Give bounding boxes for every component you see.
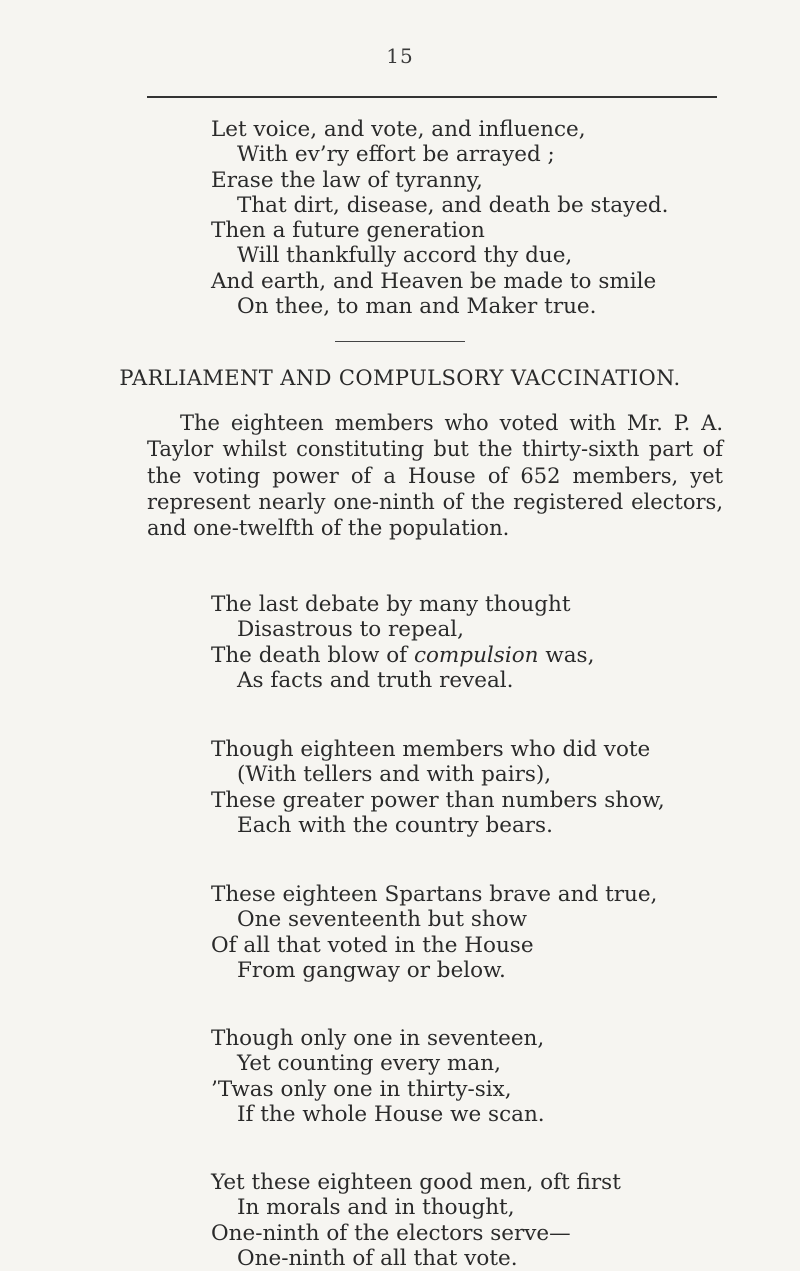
verse-line [211, 958, 657, 983]
verse-line [211, 1170, 621, 1195]
verse-line: With ev’ry effort be arrayed ; [237, 142, 555, 168]
poem-two-stanza-2 [211, 737, 665, 838]
verse-line [211, 1051, 545, 1076]
verse-text: From gangway or below. [237, 957, 506, 983]
poem-two-stanza-4 [211, 1026, 545, 1127]
verse-line: Erase the law of tyranny, [211, 167, 483, 193]
verse-text: The last debate by many thought [211, 592, 571, 617]
verse-text: Though only one in seventeen, [211, 1026, 545, 1051]
page-number: 15 [386, 44, 414, 68]
verse-line: That dirt, disease, and death be stayed. [237, 192, 669, 218]
verse-line [211, 1246, 621, 1271]
verse-text: If the whole House we scan. [237, 1101, 545, 1127]
poem-two-stanza-5 [211, 1170, 621, 1271]
poem-two-stanza-1 [211, 592, 594, 693]
verse-line [211, 762, 665, 787]
intro-paragraph [147, 410, 723, 541]
verse-line [211, 617, 594, 642]
verse-text: One-ninth of the electors serve— [211, 1220, 571, 1246]
verse-text: Each with the country bears. [237, 812, 553, 838]
verse-line [211, 643, 594, 668]
verse-line [211, 668, 594, 693]
verse-line [211, 1102, 545, 1127]
verse-text: Yet counting every man, [237, 1051, 501, 1077]
verse-text: These eighteen Spartans brave and true, [211, 882, 658, 907]
verse-text: (With tellers and with pairs), [237, 762, 552, 788]
verse-line [211, 788, 665, 813]
verse-text: Though eighteen members who did vote [211, 737, 651, 762]
verse-text: Disastrous to repeal, [237, 617, 465, 643]
section-heading: PARLIAMENT AND COMPULSORY VACCINATION. [119, 366, 681, 390]
verse-line [211, 1077, 545, 1102]
verse-text: was, [538, 642, 595, 668]
verse-line [211, 907, 657, 932]
poem-one-stanza [211, 117, 669, 319]
verse-line [211, 933, 657, 958]
verse-line [211, 1221, 621, 1246]
verse-line [211, 813, 665, 838]
verse-line [211, 882, 657, 907]
verse-line [211, 737, 665, 762]
verse-line [211, 1195, 621, 1220]
verse-text: These greater power than numbers show, [211, 787, 665, 813]
verse-line: On thee, to man and Maker true. [237, 294, 597, 320]
poem-two-stanza-3 [211, 882, 657, 983]
verse-line [211, 1026, 545, 1051]
verse-line: Then a future generation [211, 218, 485, 244]
verse-text: The death blow of [211, 642, 414, 668]
verse-line: And earth, and Heaven be made to smile [211, 268, 657, 294]
verse-text: In morals and in thought, [237, 1195, 515, 1221]
verse-text: One-ninth of all that vote. [237, 1245, 518, 1271]
verse-text: ’Twas only one in thirty-six, [211, 1076, 512, 1102]
verse-line: Let voice, and vote, and influence, [211, 117, 586, 142]
section-divider [335, 341, 465, 342]
emphasized-word: compulsion [413, 642, 539, 668]
verse-text: Yet these eighteen good men, oft first [211, 1170, 621, 1195]
intro-paragraph-text: The eighteen members who voted with Mr. P. A. Taylor whilst constituting but the thirty-sixth part of the voting power of a House of 652 members, yet represent nearly one-ninth of the registered electors, and one-twelfth of the population. [147, 411, 723, 541]
verse-text: One seventeenth but show [237, 907, 528, 933]
top-rule [147, 96, 717, 98]
verse-text: Of all that voted in the House [211, 932, 534, 958]
verse-line: Will thankfully accord thy due, [237, 243, 573, 269]
verse-line [211, 592, 594, 617]
verse-text: As facts and truth reveal. [237, 667, 514, 693]
